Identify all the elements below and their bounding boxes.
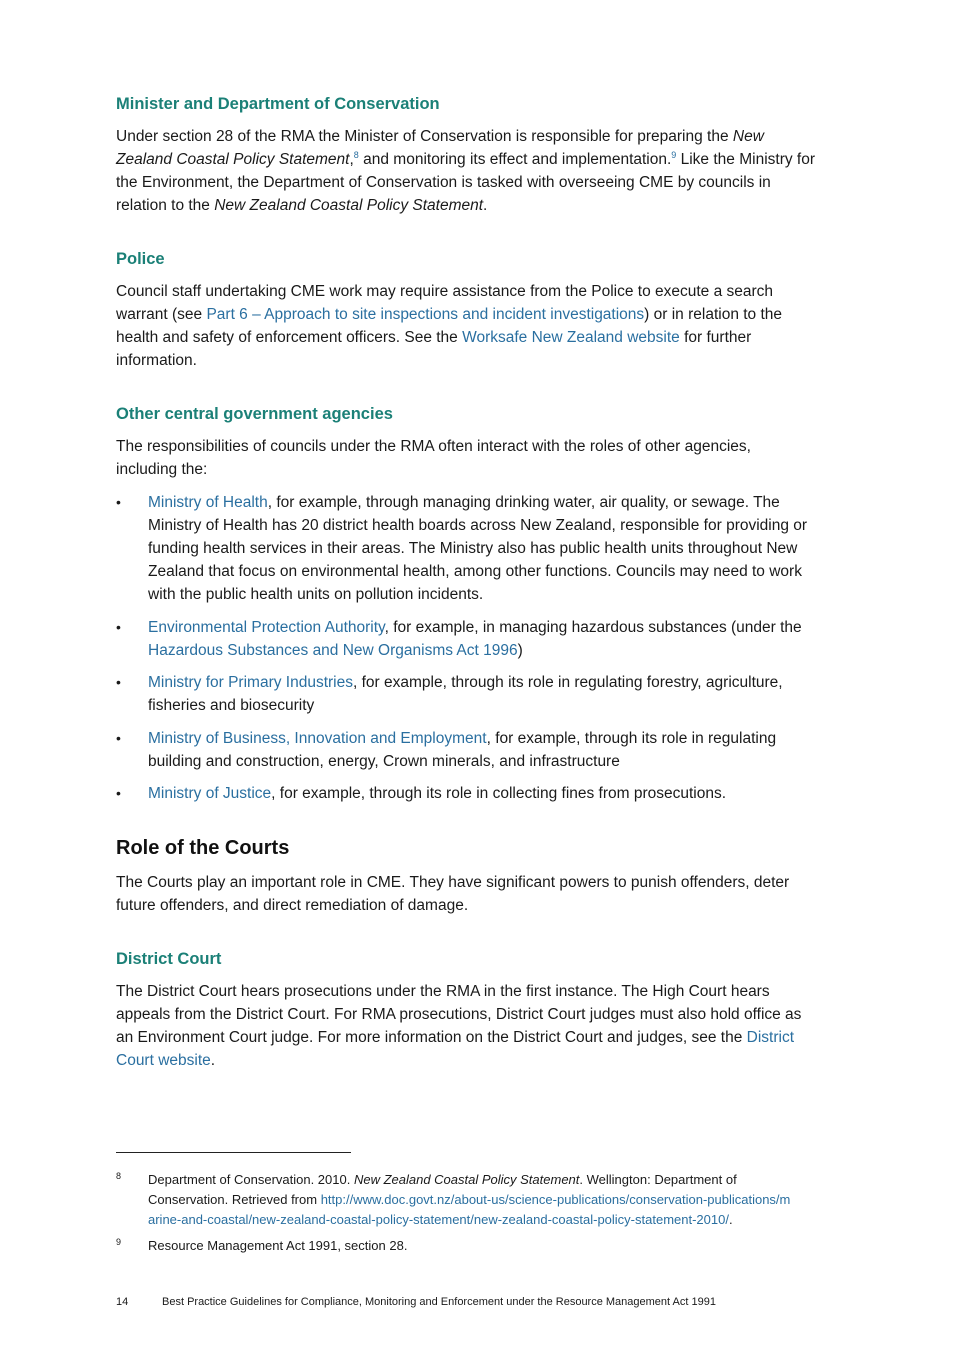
section-courts xyxy=(116,833,816,917)
footnote-9: 9 Resource Management Act 1991, section 28. xyxy=(116,1236,796,1256)
heading-minister: Minister and Department of Conservation xyxy=(116,95,440,113)
link-worksafe[interactable]: Worksafe New Zealand website xyxy=(462,329,680,346)
link-ministry-of-health[interactable]: Ministry of Health xyxy=(148,494,268,511)
page-number: 14 xyxy=(116,1296,129,1308)
page-footer xyxy=(116,1296,716,1308)
paragraph-minister: Under section 28 of the RMA the Minister of Conservation is responsible for preparing the New Zealand Coastal Policy Statement,$^8$ and monitoring its effect and implementation.$^9$ Like the Ministry for the Environment, the Department of Conservation is tasked with overseeing CME by councils in relation to the New Zealand Coastal Policy Statement. xyxy=(116,128,815,214)
list-item: • Environmental Protection Authority, for example, in managing hazardous substances (under the Hazardous Substances and New Organisms Act 1996) xyxy=(116,616,816,662)
link-ministry-of-justice[interactable]: Ministry of Justice xyxy=(148,785,272,802)
paragraph-courts: The Courts play an important role in CME. They have significant powers to punish offenders, deter future offenders, and direct remediation of damage. xyxy=(116,874,790,914)
link-epa[interactable]: Environmental Protection Authority xyxy=(148,618,385,636)
section-district-court xyxy=(116,947,816,1072)
footnotes xyxy=(116,1170,796,1262)
section-minister xyxy=(116,92,816,217)
link-hsno-act[interactable]: Hazardous Substances and New Organisms Act 1996 xyxy=(148,641,518,659)
footnote-8: 8 Department of Conservation. 2010. New Zealand Coastal Policy Statement. Wellington: Department of Conservation. Retrieved from http://www.doc.govt.nz/about-us/science-publications/conservation-publications/marine-and-coastal/new-zealand-coastal-policy-statement/new-zealand-coastal-policy-statement-2010/. xyxy=(116,1170,796,1230)
heading-district-court: District Court xyxy=(116,950,222,968)
link-mpi[interactable]: Ministry for Primary Industries xyxy=(148,674,353,691)
list-item: • Ministry for Primary Industries, for example, through its role in regulating forestry, agriculture, fisheries and biosecurity xyxy=(116,671,816,717)
list-item: • Ministry of Business, Innovation and Employment, for example, through its role in regulating building and construction, energy, Crown minerals, and infrastructure xyxy=(116,727,816,773)
link-part6[interactable]: Part 6 – Approach to site inspections and incident investigations xyxy=(206,306,645,323)
paragraph-district-court: The District Court hears prosecutions under the RMA in the first instance. The High Court hears appeals from the District Court. For RMA prosecutions, District Court judges must also hold office as an Environment Court judge. For more information on the District Court and judges, see the District Court website. xyxy=(116,983,802,1069)
list-item: • Ministry of Health, for example, through managing drinking water, air quality, or sewage. The Ministry of Health has 20 district health boards across New Zealand, responsible for providing or funding health services in their areas. The Ministry also has public health units throughout New Zealand that focus on environmental health, among other functions. Councils may need to work with the public health units on pollution incidents. xyxy=(116,491,816,606)
link-district-court-website[interactable]: District Court website xyxy=(116,1029,795,1069)
footnote-ref-9[interactable]: 9 xyxy=(671,149,677,160)
section-police xyxy=(116,247,816,372)
section-other-agencies xyxy=(116,402,816,805)
footnote-divider xyxy=(116,1152,351,1153)
heading-other-agencies: Other central government agencies xyxy=(116,405,393,423)
link-doc-nzcps-url[interactable]: http://www.doc.govt.nz/about-us/science-publications/conservation-publications/marine-and-coastal/new-zealand-coastal-policy-statement/new-zealand-coastal-policy-statement-2010/ xyxy=(148,1192,791,1227)
paragraph-other-intro: The responsibilities of councils under the RMA often interact with the roles of other agencies, including the: xyxy=(116,438,751,478)
paragraph-police: Council staff undertaking CME work may require assistance from the Police to execute a search warrant (see Part 6 – Approach to site inspections and incident investigations) or in relation to the health and safety of enforcement officers. See the Worksafe New Zealand website for further information. xyxy=(116,283,783,369)
footnote-ref-8[interactable]: 8 xyxy=(353,149,359,160)
page-content xyxy=(116,92,816,1102)
footnote-number: 8 xyxy=(116,1171,122,1181)
footer-title: Best Practice Guidelines for Compliance, Monitoring and Enforcement under the Resource Management Act 1991 xyxy=(162,1296,716,1308)
agency-list xyxy=(116,491,816,805)
heading-role-of-courts: Role of the Courts xyxy=(116,837,290,859)
footnote-number: 9 xyxy=(116,1237,122,1247)
link-mbie[interactable]: Ministry of Business, Innovation and Employment xyxy=(148,729,487,747)
heading-police: Police xyxy=(116,250,165,268)
list-item: • Ministry of Justice, for example, through its role in collecting fines from prosecutions. xyxy=(116,782,816,805)
